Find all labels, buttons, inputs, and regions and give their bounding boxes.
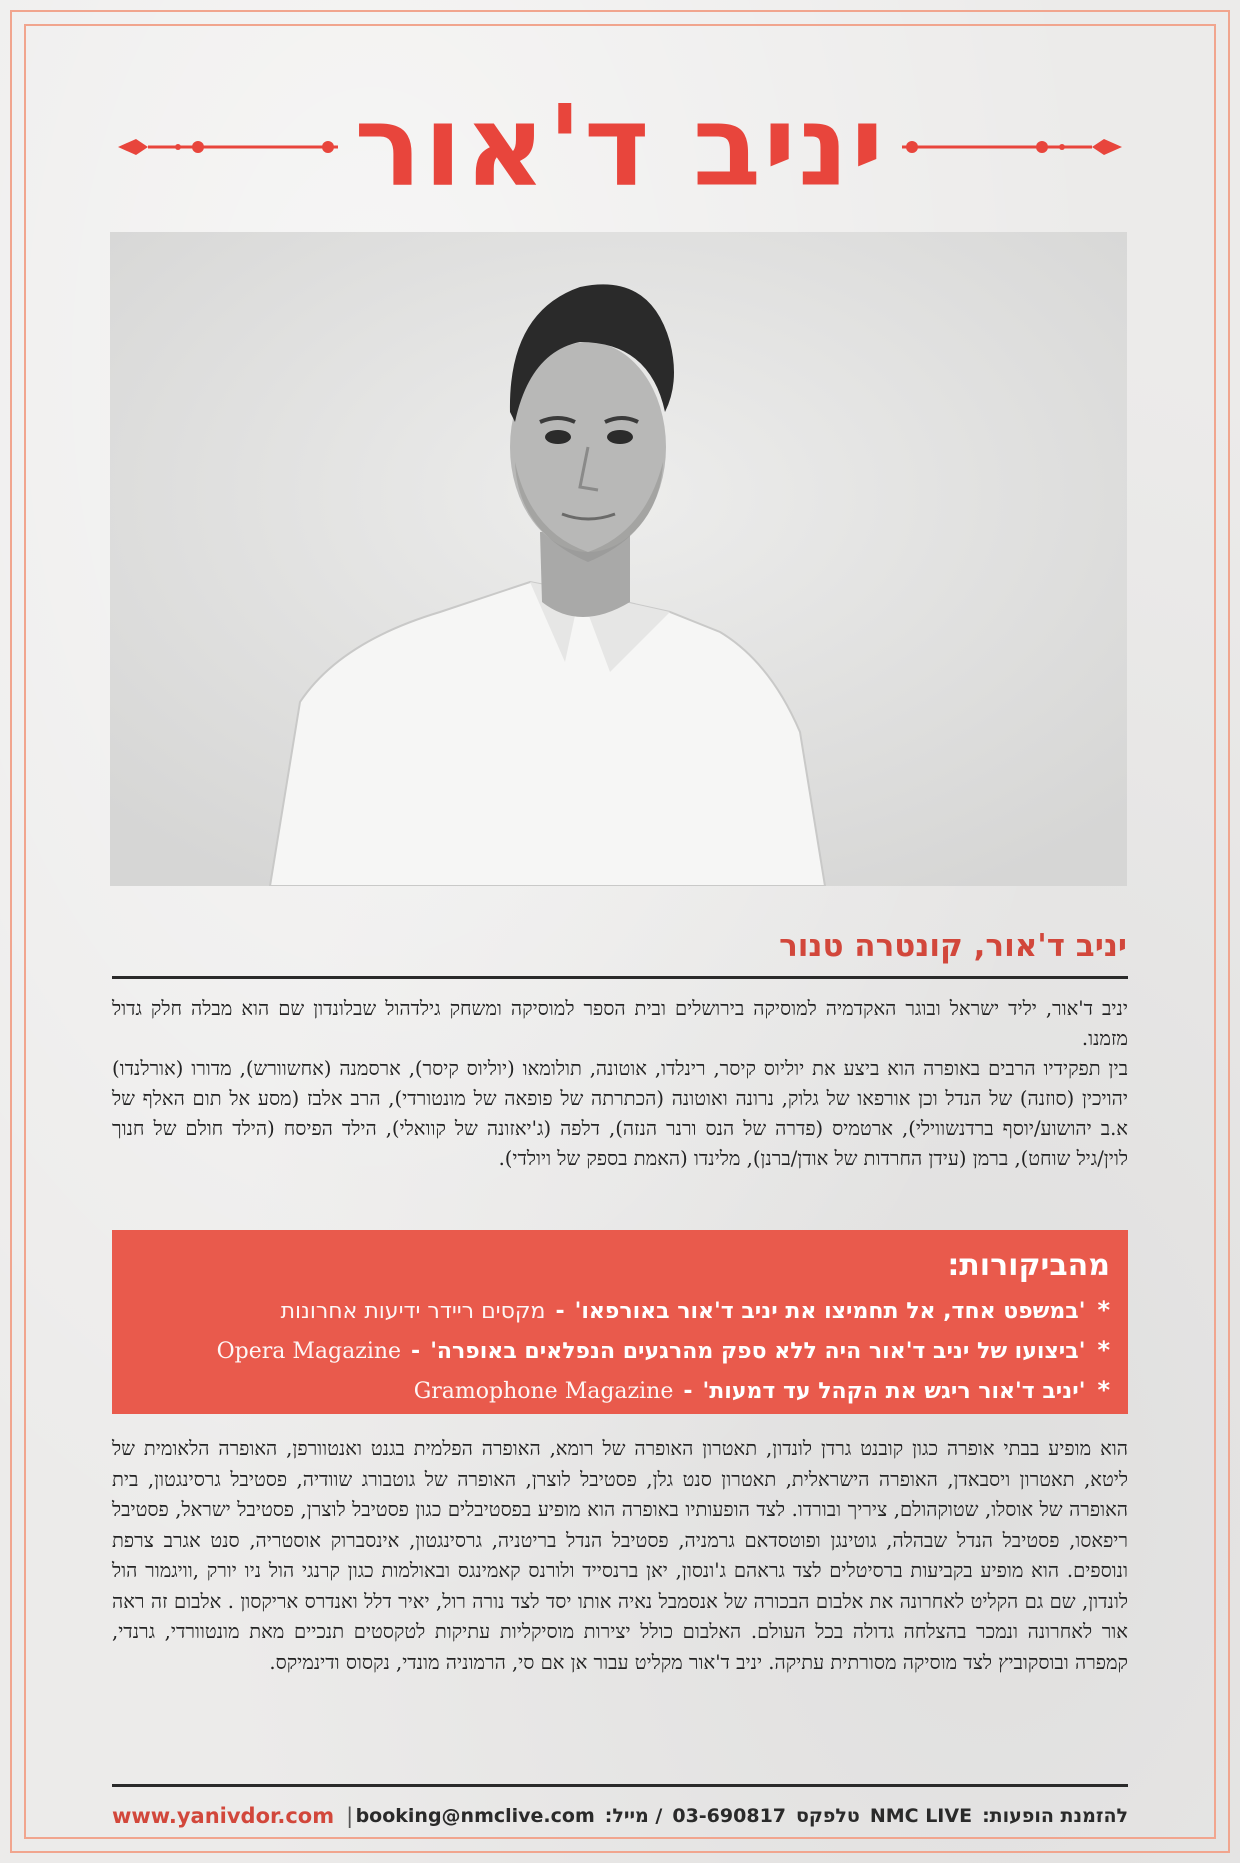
booking-contact [356, 1805, 1128, 1827]
review-source: מקסים ריידר ידיעות אחרונות [280, 1299, 546, 1324]
bio-text [112, 994, 1128, 1174]
review-dash: - [411, 1339, 421, 1364]
review-quote: 'ביצועו של יניב ד'אור היה ללא ספק מהרגעים הנפלאים באופרה' [430, 1339, 1086, 1364]
footer-separator: | [346, 1804, 354, 1828]
email-link[interactable]: booking@nmclive.com [355, 1805, 595, 1827]
reviews-box [112, 1230, 1128, 1414]
review-item [130, 1371, 1110, 1411]
star-icon: * [1097, 1296, 1110, 1324]
review-item [130, 1291, 1110, 1331]
review-item [130, 1331, 1110, 1371]
ornament-left-icon [902, 135, 1122, 159]
phone-number[interactable]: 03-690817 [672, 1805, 787, 1827]
star-icon: * [1097, 1376, 1110, 1404]
review-quote: 'יניב ד'אור ריגש את הקהל עד דמעות' [702, 1379, 1086, 1404]
agency-name: NMC LIVE [869, 1805, 973, 1827]
divider-bottom [112, 1784, 1128, 1787]
star-icon: * [1097, 1336, 1110, 1364]
page-title: יניב ד'אור [354, 82, 886, 212]
portrait-photo [110, 232, 1127, 886]
reviews-heading: מהביקורות: [947, 1248, 1110, 1283]
mail-label: / מייל: [604, 1805, 663, 1827]
bio-paragraph-1: יניב ד'אור, יליד ישראל ובוגר האקדמיה למוסיקה בירושלים ובית הספר למוסיקה ומשחק גילדהול שבלונדון שם הוא מבלה חלק גדול מזמנו. [112, 997, 1128, 1050]
ornament-right-icon [118, 135, 338, 159]
subtitle: יניב ד'אור, קונטרה טנור [779, 928, 1127, 964]
portrait-illustration [110, 232, 1127, 886]
website-block [112, 1804, 353, 1828]
review-dash: - [683, 1379, 693, 1404]
footer [112, 1796, 1128, 1836]
review-source: Gramophone Magazine [413, 1379, 674, 1404]
phone-label: טלפקס [796, 1805, 860, 1827]
performances-text: הוא מופיע בבתי אופרה כגון קובנט גרדן לונדון, תאטרון האופרה של רומא, האופרה הפלמית בגנט ואנטוורפן, האופרה הלאומית של ליטא, תאטרון ויסבאדן, האופרה הישראלית, תאטרון סנט גלן, פסטיבל לוצרן, האופרה של גוטבורג שוודיה, פסטיבל גרסינגטון, בית האופרה של אוסלו, שטוקהולם, ציריך ובורדו. לצד הופעותיו באופרה הוא מופיע בפסטיבלים כגון פסטיבל לוצרן, פסטיבל ישראל, פסטיבל ריפאסו, פסטיבל הנדל שבהלה, גוטינגן ופוטסדאם גרמניה, פסטיבל הנדל בריטניה, גרסינגטון, אינסברוק אוסטריה, סנט אגרב צרפת ונוספים. הוא מופיע בקביעות ברסיטלים לצד גראהם ג'ונסון, יאן ברנסייד ולורנס קאמינגס ובאולמות כגון קרנגי הול ניו יורק ,וויגמור הול לונדון, שם גם הקליט לאחרונה את אלבום הבכורה של אנסמבל נאיה אותו יסד לצד נורה רול, יאיר דלל ואנדרס אריקסון . אלבום זה ראה אור לאחרונה ונמכר בהצלחה גדולה בכל העולם. האלבום כולל יצירות מוסיקליות עתיקות לטקסטים תנכיים מאת מונטוורדי, גרנדי, קמפרה ובוסקוביץ לצד מוסיקה מסורתית עתיקה. יניב ד'אור מקליט עבור אן אם סי, הרמוניה מונדי, נקסוס ודינמיקס. [112, 1437, 1128, 1674]
website-link[interactable]: www.yanivdor.com [112, 1804, 335, 1828]
booking-label: להזמנת הופעות: [982, 1805, 1128, 1827]
review-source: Opera Magazine [216, 1339, 402, 1364]
review-quote: 'במשפט אחד, אל תחמיצו את יניב ד'אור באורפאו' [574, 1299, 1086, 1324]
divider-top [112, 976, 1128, 979]
bio-paragraph-2: בין תפקידיו הרבים באופרה הוא ביצע את יוליוס קיסר, רינלדו, אוטונה, תולומאו (יוליוס קיסר), ארסמנה (אחשוורש), מדורו (אורלנדו) יהויכין (סוזנה) של הנדל וכן אורפאו של גלוק, נרונה ואוטונה (הכתרתה של פופאה של מונטורדי), הרב אלבז (מסע אל תום האלף של א.ב יהושוע/יוסף ברדנשווילי), ארטמיס (פדרה של הנס ורנר הנזה), דלפה (ג'יאזונה של קוואלי), הילד הפיסח (הילד חולם של חנוך לוין/גיל שוחט), ברמן (עידן החרדות של אודן/ברנן), מלינדו (האמת בספק של ויולדי). [112, 1057, 1128, 1170]
title-row [100, 82, 1140, 212]
review-dash: - [555, 1299, 565, 1324]
